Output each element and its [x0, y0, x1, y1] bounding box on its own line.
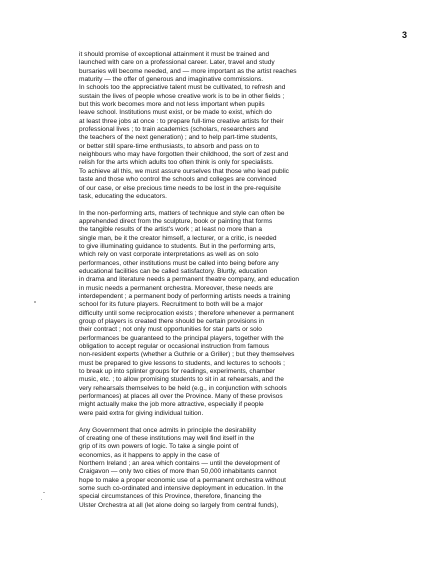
text-line: at least three jobs at once : to prepare full-time creative artists for their	[79, 117, 284, 125]
text-line: music, etc. ; to allow promising students to sit in at rehearsals, and the	[79, 376, 284, 384]
text-line: very rehearsals themselves to be held (e.g., in conjunction with schools	[79, 384, 287, 392]
text-line: Any Government that once admits in principle the desirability	[79, 426, 256, 434]
text-line: special circumstances of this Province, therefore, financing the	[79, 493, 262, 501]
paragraph	[79, 210, 409, 419]
text-line: difficulty until some reciprocation exists ; therefore whenever a permanent	[79, 309, 294, 317]
text-line: single man, be it the creator himself, a lecturer, or a critic, is needed	[79, 234, 277, 242]
text-line: school for its future players. Recruitment to both will be a major	[79, 301, 263, 309]
text-line: relish for the arts which adults too often think is only for specialists.	[79, 159, 274, 167]
scan-speck	[43, 492, 45, 493]
text-line: performances be guaranteed to the principal players, together with the	[79, 334, 284, 342]
text-line: but this work becomes more and not less important when pupils	[79, 101, 265, 109]
body-text	[79, 51, 409, 510]
text-line: group of players is created there should be certain provisions in	[79, 318, 265, 326]
text-line: of creating one of these institutions may well find itself in the	[79, 434, 255, 442]
text-line: economics, as it happens to apply in the case of	[79, 451, 220, 459]
paragraph	[79, 427, 409, 510]
text-line: In schools too the appreciative talent must be cultivated, to refresh and	[79, 84, 286, 92]
text-line: In the non-performing arts, matters of technique and style can often be	[79, 209, 285, 217]
text-line: interdependent ; a permanent body of performing artists needs a training	[79, 293, 291, 301]
text-line: to break up into splinter groups for readings, experiments, chamber	[79, 368, 276, 376]
text-line: bursaries will become needed, and — more important as the artist reaches	[79, 67, 297, 75]
text-line: Ulster Orchestra at all (let alone doing so largely from central funds),	[79, 501, 279, 509]
text-line: sustain the lives of people whose creative work is to be in other fields ;	[79, 92, 285, 100]
text-line: which rely on vast corporate interpretations as well as on solo	[79, 251, 259, 259]
text-line: obligation to accept regular or occasional instruction from famous	[79, 343, 270, 351]
text-line: educational facilities can be called satisfactory. Blurtly, education	[79, 267, 268, 275]
text-line: neighbours who may have forgotten their childhood, the sort of zest and	[79, 151, 289, 159]
text-line: performances) at places all over the Province. Many of these provisos	[79, 393, 283, 401]
scan-speck	[41, 499, 42, 500]
text-line: leave school. Institutions must exist, or be made to exist, which do	[79, 109, 272, 117]
scan-speck	[34, 301, 36, 303]
text-line: it should promise of exceptional attainment it must be trained and	[79, 51, 270, 58]
text-line: in music needs a permanent orchestra. Moreover, these needs are	[79, 284, 274, 292]
text-line: grip of its own powers of logic. To take a single point of	[79, 443, 239, 451]
text-line: professional lives ; to train academics (scholars, researchers and	[79, 126, 269, 134]
text-line: in drama and literature needs a permanent theatre company, and education	[79, 276, 300, 284]
text-line: taste and those who control the schools and colleges are convinced	[79, 176, 277, 184]
text-line: must be prepared to give lessons to students, and lectures to schools ;	[79, 359, 285, 367]
text-line: some such co-ordinated and intensive deployment in education. In the	[79, 484, 284, 492]
text-line: their contract ; not only must opportunities for star parts or solo	[79, 326, 262, 334]
text-line: performances, other institutions must be called into being before any	[79, 259, 279, 267]
text-line: Craigavon — only two cities of more than 50,000 inhabitants cannot	[79, 468, 277, 476]
text-line: To achieve all this, we must assure ourselves that those who lead public	[79, 167, 289, 175]
page-number: 3	[401, 30, 407, 40]
text-line: to give illuminating guidance to students. But in the performing arts,	[79, 242, 276, 250]
text-line: apprehended direct from the sculpture, book or painting that forms	[79, 217, 273, 225]
text-line: launched with care on a professional career. Later, travel and study	[79, 59, 275, 67]
text-line: the tangible results of the artist's work ; at least no more than a	[79, 226, 263, 234]
text-line: were paid extra for giving individual tuition.	[79, 409, 204, 417]
paragraph	[79, 51, 409, 201]
text-line: might actually make the job more attractive, especially if people	[79, 401, 264, 409]
text-line: or better still spare-time enthusiasts, to absorb and pass on to	[79, 142, 260, 150]
text-line: task, educating the educators.	[79, 192, 167, 200]
text-line: non-resident experts (whether a Guthrie or a Griller) ; but they themselves	[79, 351, 295, 359]
text-line: Northern Ireland ; an area which contains — until the development of	[79, 459, 280, 467]
text-line: hope to make a proper economic use of a permanent orchestra without	[79, 476, 286, 484]
text-line: maturity — the offer of generous and imaginative commissions.	[79, 76, 264, 84]
text-line: the teachers of the next generation) ; and to help part-time students,	[79, 134, 278, 142]
text-line: of our case, or else precious time needs to be lost in the pre-requisite	[79, 184, 281, 192]
